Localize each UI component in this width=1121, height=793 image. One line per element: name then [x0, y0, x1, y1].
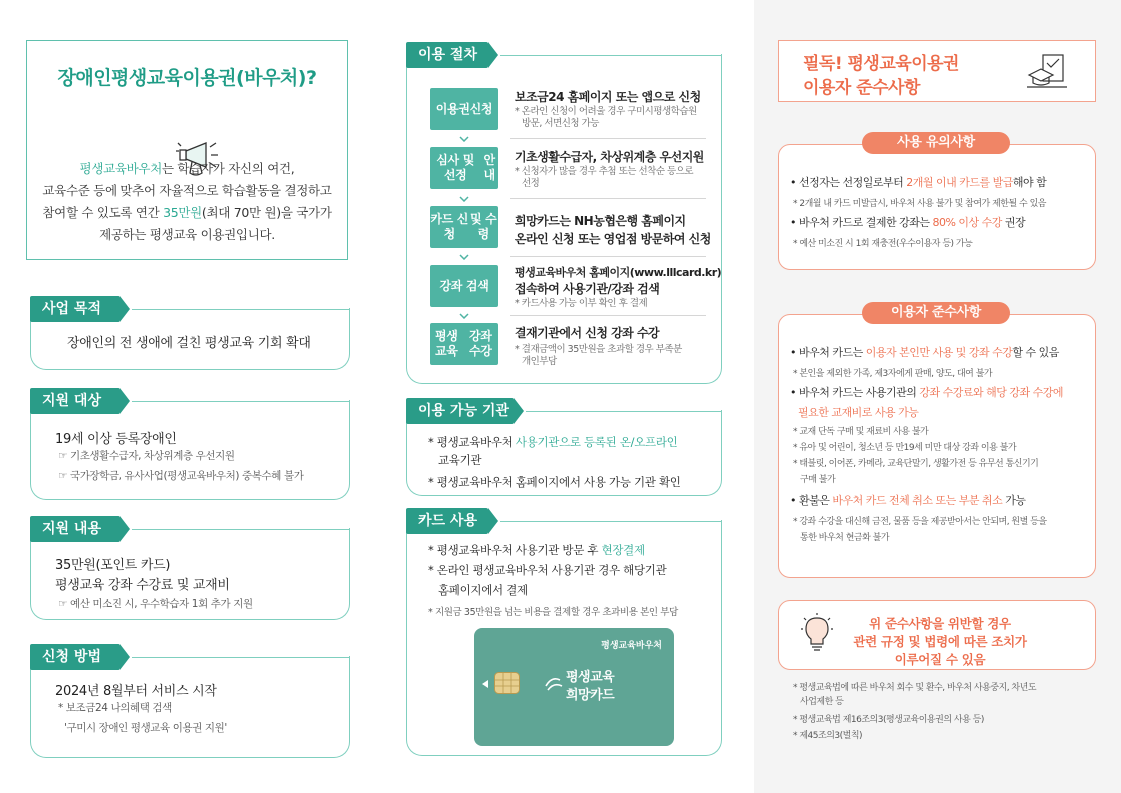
rules-bullet-1-post: 할 수 있음: [1012, 346, 1059, 359]
rules-note-2c: * 태블릿, 이어폰, 카메라, 교육단말기, 생활가전 등 유무선 통신기기: [793, 459, 1039, 469]
step-separator: [510, 138, 706, 139]
card-name-1: 평생교육: [566, 670, 615, 685]
rules-note-2a: * 교재 단독 구매 및 재료비 사용 불가: [793, 427, 929, 437]
target-divider: [132, 401, 350, 402]
step-5-note-1: * 결재금액이 35만원을 초과할 경우 부족분: [515, 344, 682, 355]
caution-bullet-2-post: 권장: [1001, 216, 1026, 229]
content-line-2: 평생교육 강좌 수강료 및 교재비: [55, 578, 230, 593]
step-4-note-1: * 카드사용 가능 이부 확인 후 결제: [515, 298, 648, 309]
rules-bullet-1: [790, 344, 1059, 360]
caution-bullet-1-post: 해야 함: [1012, 176, 1047, 189]
rules-bullet-2-highlight: 강좌 수강료와 해당 강좌 수강에: [919, 386, 1063, 399]
intro-line-2: 교육수준 등에 맞추어 자율적으로 학습활동을 결정하고: [42, 183, 332, 198]
places-item-1-pre: * 평생교육바우처: [428, 435, 516, 449]
step-5-label: [430, 323, 498, 365]
places-item-1: [428, 434, 677, 450]
step-2-title: 기초생활수급자, 차상위계층 우선지원: [515, 150, 704, 164]
notice-title-1: 필독! 평생교육이용권: [803, 54, 959, 74]
step-1-note-1: * 온라인 신청이 어려울 경우 구미시평생학습원: [515, 106, 697, 117]
rules-note-3a: * 강좌 수강을 대신해 금전, 물품 등을 제공받아서는 안되며, 원별 등을: [793, 517, 1047, 527]
step-2-label-line-2: 안내: [483, 153, 495, 182]
caution-bullet-2-highlight: 80% 이상 수강: [932, 216, 1002, 229]
step-5-note-2: 개인부담: [522, 356, 557, 367]
step-3-label-line-1: 카드 신청: [430, 212, 469, 241]
card-use-item-1: [428, 542, 645, 558]
card-name-2: 희망카드: [566, 688, 615, 703]
step-2-note-2: 선정: [522, 178, 540, 189]
intro-highlight-amount: 35만원: [163, 205, 202, 220]
procedure-heading: 이용 절차: [406, 42, 488, 68]
step-3-label-line-2: 및 수령: [469, 212, 497, 241]
card-use-item-2: * 온라인 평생교육바우처 사용기관 경우 해당기관: [428, 563, 667, 577]
step-3-label: [430, 206, 498, 248]
chevron-down-icon: [459, 136, 469, 142]
card-use-item-1-highlight: 현장결제: [601, 543, 645, 557]
warning-note-1: * 평생교육법에 따른 바우처 회수 및 환수, 바우처 사용중지, 차년도: [793, 683, 1037, 693]
apply-note-1: * 보조금24 나의혜택 검색: [58, 702, 172, 714]
warning-note-1b: 사업제한 등: [800, 697, 844, 707]
warning-line-3: 이루어질 수 있음: [894, 652, 986, 667]
notice-title-2: 이용자 준수사항: [803, 78, 920, 98]
step-separator: [510, 256, 706, 257]
step-4-title-1: 평생교육바우처 홈페이지(www.lllcard.kr): [515, 266, 722, 279]
step-5-label-line-1: 평생교육: [435, 329, 458, 358]
warning-note-2: * 평생교육법 제16조의3(평생교육이용권의 사용 등): [793, 715, 984, 725]
logo-icon: [542, 672, 566, 696]
places-item-2: * 평생교육바우처 홈페이지에서 사용 가능 기관 확인: [428, 475, 681, 489]
card-use-heading: 카드 사용: [406, 508, 488, 534]
card-use-item-1-pre: * 평생교육바우처 사용기관 방문 후: [428, 543, 602, 557]
intro-line-1: [27, 159, 347, 177]
step-separator: [510, 198, 706, 199]
target-item-1: ☞ 기초생활수급자, 차상위계층 우선지원: [58, 450, 235, 462]
caution-bullet-2-pre: • 바우처 카드로 결제한 강좌는: [790, 216, 933, 229]
apply-divider: [132, 657, 350, 658]
rules-note-1: * 본인을 제외한 가족, 제3자에게 판매, 양도, 대여 불가: [793, 369, 993, 379]
step-2-note-1: * 신청자가 많을 경우 추첨 또는 선착순 등으로: [515, 166, 694, 177]
triangle-left-icon: [482, 680, 488, 688]
intro-highlight-voucher: 평생교육바우처: [79, 161, 162, 176]
caution-bullet-1: [790, 174, 1046, 190]
intro-line-1-text: 는 학습자가 자신의 여건,: [161, 161, 295, 176]
step-1-label-line-2: 신청: [469, 101, 493, 116]
caution-bullet-2: [790, 214, 1025, 230]
step-4-label-line-1: 강좌 검색: [439, 278, 489, 293]
step-3-title-1: 희망카드는 NH농협은행 홈페이지: [515, 214, 686, 228]
target-heading: 지원 대상: [30, 388, 120, 414]
step-5-title: 결재기관에서 신청 강좌 수강: [515, 326, 660, 340]
rules-bullet-1-highlight: 이용자 본인만 사용 및 강좌 수강: [865, 346, 1013, 359]
places-item-1-highlight: 사용기관으로 등록된 온/오프라인: [515, 435, 678, 449]
intro-line-3-post: (최대 70만 원)을 국가가: [201, 205, 332, 220]
warning-line-1: 위 준수사항을 위반할 경우: [869, 616, 1011, 631]
rules-bullet-2-pre: • 바우처 카드는 사용기관의: [790, 386, 920, 399]
hope-card-image: [474, 628, 674, 746]
warning-line-2: 관련 규정 및 법령에 따른 조치가: [853, 634, 1027, 649]
caution-note-2: * 예산 미소진 시 1회 재충전(우수이용자 등) 가능: [793, 239, 973, 249]
places-divider: [526, 411, 722, 412]
intro-title: 장애인평생교육이용권(바우처)?: [57, 67, 317, 89]
intro-line-3-pre: 참여할 수 있도록 연간: [42, 205, 164, 220]
card-use-item-3: * 지원금 35만원을 넘는 비용을 결제할 경우 초과비용 본인 부담: [428, 607, 678, 618]
chevron-down-icon: [459, 196, 469, 202]
intro-line-3: [27, 203, 347, 221]
caution-bullet-1-highlight: 2개월 이내 카드를 발급: [906, 176, 1013, 189]
chevron-down-icon: [459, 254, 469, 260]
content-heading: 지원 내용: [30, 516, 120, 542]
purpose-heading: 사업 목적: [30, 296, 120, 322]
apply-note-2: '구미시 장애인 평생교육 이용권 지원': [64, 722, 227, 734]
rules-bullet-3-post: 가능: [1002, 494, 1026, 507]
target-item-2: ☞ 국가장학금, 유사사업(평생교육바우처) 중복수혜 불가: [58, 470, 304, 482]
caution-heading: 사용 유의사항: [862, 132, 1010, 154]
rules-note-2b: * 유아 및 어린이, 청소년 등 만19세 미만 대상 강좌 이용 불가: [793, 443, 1017, 453]
rules-bullet-3: [790, 492, 1025, 508]
procedure-divider: [500, 55, 722, 56]
step-1-label: [430, 88, 498, 130]
purpose-text: 장애인의 전 생애에 걸친 평생교육 기회 확대: [67, 336, 311, 351]
rules-bullet-2-cont: 필요한 교재비로 사용 가능: [798, 406, 919, 419]
content-divider: [132, 529, 350, 530]
step-2-label-line-1: 심사 및 선정: [436, 153, 475, 182]
notice-box: [778, 40, 1096, 102]
rules-bullet-3-pre: • 환불은: [790, 494, 833, 507]
places-heading: 이용 가능 기관: [406, 398, 514, 424]
card-use-item-2-cont: 홈페이지에서 결제: [438, 583, 528, 597]
intro-line-4: 제공하는 평생교육 이용권입니다.: [99, 227, 275, 242]
step-4-title-2: 접속하여 사용기관/강좌 검색: [515, 282, 660, 296]
step-3-title-2: 온라인 신청 또는 영업점 방문하여 신청: [515, 232, 711, 246]
warning-note-3: * 제45조의3(벌칙): [793, 731, 863, 741]
card-use-divider: [500, 521, 722, 522]
rules-note-3b: 통한 바우처 현금화 불가: [800, 533, 890, 543]
rules-bullet-2: [790, 384, 1063, 400]
step-5-label-line-2: 강좌 수강: [469, 329, 492, 358]
apply-main: 2024년 8월부터 서비스 시작: [55, 684, 217, 699]
rules-note-2d: 구매 불가: [800, 475, 836, 485]
step-1-label-line-1: 이용권: [435, 101, 470, 116]
rules-bullet-1-pre: • 바우처 카드는: [790, 346, 866, 359]
content-line-1: 35만원(포인트 카드): [55, 558, 171, 573]
step-4-label: [430, 265, 498, 307]
rules-heading: 이용자 준수사항: [862, 302, 1010, 324]
chevron-down-icon: [459, 313, 469, 319]
step-1-note-2: 방문, 서면신청 가능: [522, 118, 599, 129]
apply-heading: 신청 방법: [30, 644, 120, 670]
step-1-title: 보조금24 홈페이지 또는 앱으로 신청: [515, 90, 701, 104]
target-main: 19세 이상 등록장애인: [55, 432, 177, 447]
step-2-label: [430, 147, 498, 189]
places-item-1-cont: 교육기관: [438, 453, 482, 467]
rules-bullet-3-highlight: 바우처 카드 전체 취소 또는 부분 취소: [832, 494, 1003, 507]
caution-note-1: * 2개월 내 카드 미발급시, 바우처 사용 불가 및 참여가 제한될 수 있음: [793, 199, 1046, 209]
purpose-divider: [132, 309, 350, 310]
content-note: ☞ 예산 미소진 시, 우수학습자 1회 추가 지원: [58, 598, 253, 610]
document-check-icon: [1025, 51, 1069, 91]
chip-icon: [494, 672, 520, 694]
intro-box: [26, 40, 348, 260]
card-brand: 평생교육바우처: [601, 641, 662, 651]
caution-bullet-1-pre: • 선정자는 선정일로부터: [790, 176, 907, 189]
step-separator: [510, 315, 706, 316]
